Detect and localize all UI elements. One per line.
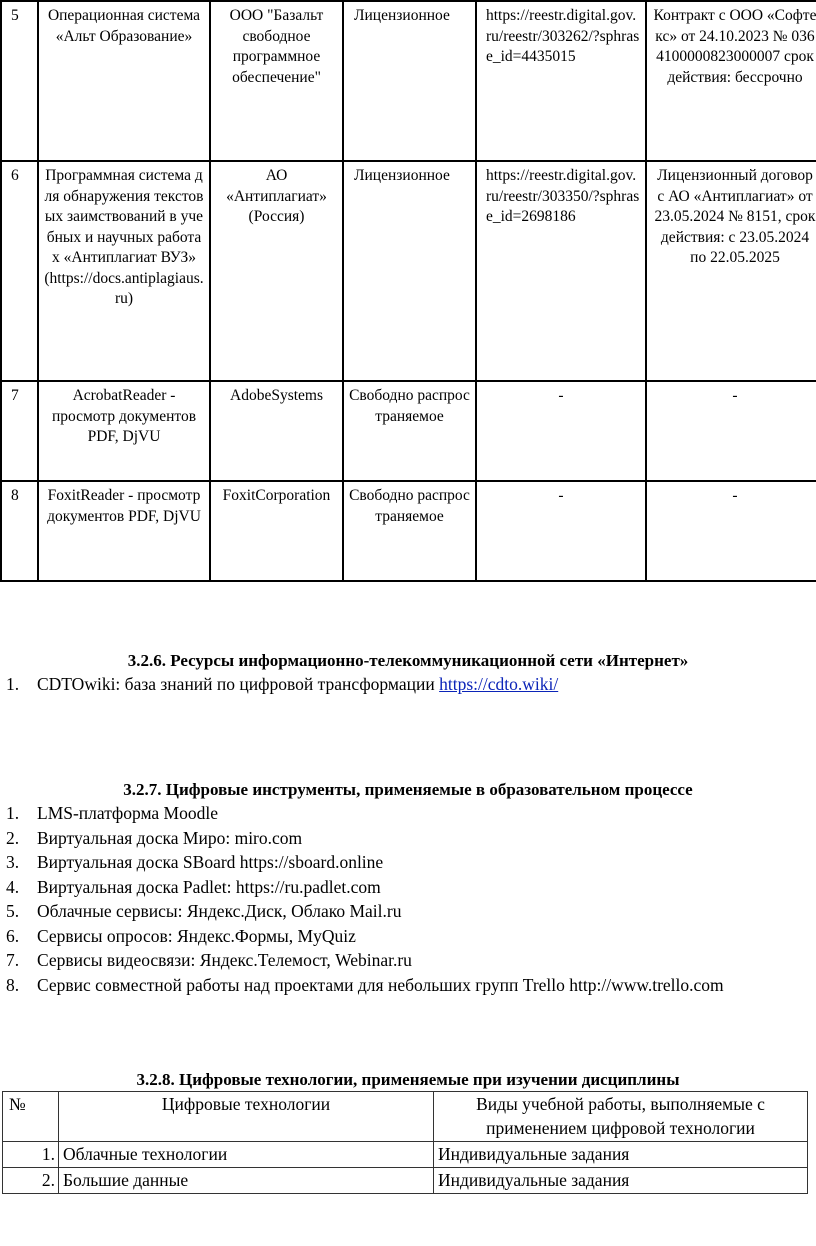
list-item <box>0 826 816 851</box>
table-row <box>1 1 816 161</box>
registry-url: - <box>476 381 646 481</box>
column-header-work-type: Виды учебной работы, выполняемые с применением цифровой технологии <box>434 1092 808 1142</box>
table-header-row <box>3 1092 808 1142</box>
work-type-cell: Индивидуальные задания <box>434 1142 808 1168</box>
row-number: 2. <box>3 1168 59 1194</box>
list-marker: 6. <box>6 925 20 946</box>
license-agreement: Лицензионный договор с АО «Антиплагиат» от 23.05.2024 № 8151, срок действия: с 23.05.2024 по 22.05.2025 <box>646 161 816 381</box>
digital-technologies-table <box>2 1091 808 1194</box>
row-number: 8 <box>1 481 38 581</box>
list-item <box>0 672 816 697</box>
row-number: 7 <box>1 381 38 481</box>
section-heading-3-2-6: 3.2.6. Ресурсы информационно-телекоммуникационной сети «Интернет» <box>127 651 689 670</box>
cdto-wiki-link[interactable]: https://cdto.wiki/ <box>439 674 559 694</box>
digital-tools-list <box>0 801 816 997</box>
row-number: 6 <box>1 161 38 381</box>
list-item <box>0 924 816 949</box>
license-type: Лицензионное <box>343 1 476 161</box>
table-row <box>3 1142 808 1168</box>
list-marker: 2. <box>6 827 20 848</box>
section-heading-3-2-8: 3.2.8. Цифровые технологии, применяемые при изучении дисциплины <box>136 1070 680 1089</box>
license-type: Свободно распространяемое <box>343 481 476 581</box>
list-marker: 1. <box>6 803 20 823</box>
software-vendor: FoxitCorporation <box>210 481 343 581</box>
list-item-text: Сервис совместной работы над проектами для небольших групп Trello http://www.trello.com <box>37 974 724 995</box>
row-number: 1. <box>3 1142 59 1168</box>
license-agreement: Контракт с ООО «Софтекс» от 24.10.2023 № 0364100000823000007 срок действия: бессрочно <box>646 1 816 161</box>
table-row <box>1 161 816 381</box>
section-heading-3-2-7: 3.2.7. Цифровые инструменты, применяемые в образовательном процессе <box>123 780 693 799</box>
software-name: FoxitReader - просмотр документов PDF, DjVU <box>38 481 210 581</box>
software-name: Операционная система «Альт Образование» <box>38 1 210 161</box>
list-item <box>0 973 816 998</box>
table-row <box>3 1168 808 1194</box>
list-item <box>0 850 816 875</box>
table-row <box>1 381 816 481</box>
technology-cell: Облачные технологии <box>59 1142 434 1168</box>
software-name: AcrobatReader - просмотр документов PDF, DjVU <box>38 381 210 481</box>
license-agreement: - <box>646 481 816 581</box>
technology-cell: Большие данные <box>59 1168 434 1194</box>
list-item <box>0 875 816 900</box>
list-item <box>0 948 816 973</box>
list-item-text: LMS-платформа Moodle <box>37 803 218 823</box>
software-vendor: АО «Антиплагиат» (Россия) <box>210 161 343 381</box>
list-item <box>0 801 816 826</box>
list-marker: 8. <box>6 974 20 995</box>
list-item-text: Виртуальная доска Padlet: https://ru.padlet.com <box>37 876 381 897</box>
list-item-text: CDTOwiki: база знаний по цифровой трансформации <box>37 674 440 694</box>
list-item-text: Сервисы опросов: Яндекс.Формы, MyQuiz <box>37 925 356 946</box>
registry-url: https://reestr.digital.gov.ru/reestr/303350/?sphrase_id=2698186 <box>476 161 646 381</box>
list-marker: 5. <box>6 901 20 921</box>
registry-url: https://reestr.digital.gov.ru/reestr/303262/?sphrase_id=4435015 <box>476 1 646 161</box>
software-vendor: ООО "Базальт свободное программное обеспечение" <box>210 1 343 161</box>
list-marker: 7. <box>6 950 20 970</box>
row-number: 5 <box>1 1 38 161</box>
list-item <box>0 899 816 924</box>
list-marker: 1. <box>6 674 20 694</box>
table-row <box>1 481 816 581</box>
list-item-text: Виртуальная доска SBoard https://sboard.online <box>37 852 384 872</box>
license-type: Свободно распространяемое <box>343 381 476 481</box>
list-marker: 3. <box>6 852 20 872</box>
software-table <box>0 0 816 582</box>
list-item-text: Облачные сервисы: Яндекс.Диск, Облако Mail.ru <box>37 901 402 921</box>
column-header-technology: Цифровые технологии <box>59 1092 434 1142</box>
work-type-cell: Индивидуальные задания <box>434 1168 808 1194</box>
software-name: Программная система для обнаружения текстовых заимствований в учебных и научных работах «Антиплагиат ВУЗ» (https://docs.antiplagiaus.ru) <box>38 161 210 381</box>
internet-resources-list <box>0 672 816 697</box>
list-marker: 4. <box>6 876 20 897</box>
software-vendor: AdobeSystems <box>210 381 343 481</box>
list-item-text: Сервисы видеосвязи: Яндекс.Телемост, Webinar.ru <box>37 950 412 970</box>
license-type: Лицензионное <box>343 161 476 381</box>
list-item-text: Виртуальная доска Миро: miro.com <box>37 827 303 848</box>
column-header-number: № <box>3 1092 59 1142</box>
registry-url: - <box>476 481 646 581</box>
license-agreement: - <box>646 381 816 481</box>
